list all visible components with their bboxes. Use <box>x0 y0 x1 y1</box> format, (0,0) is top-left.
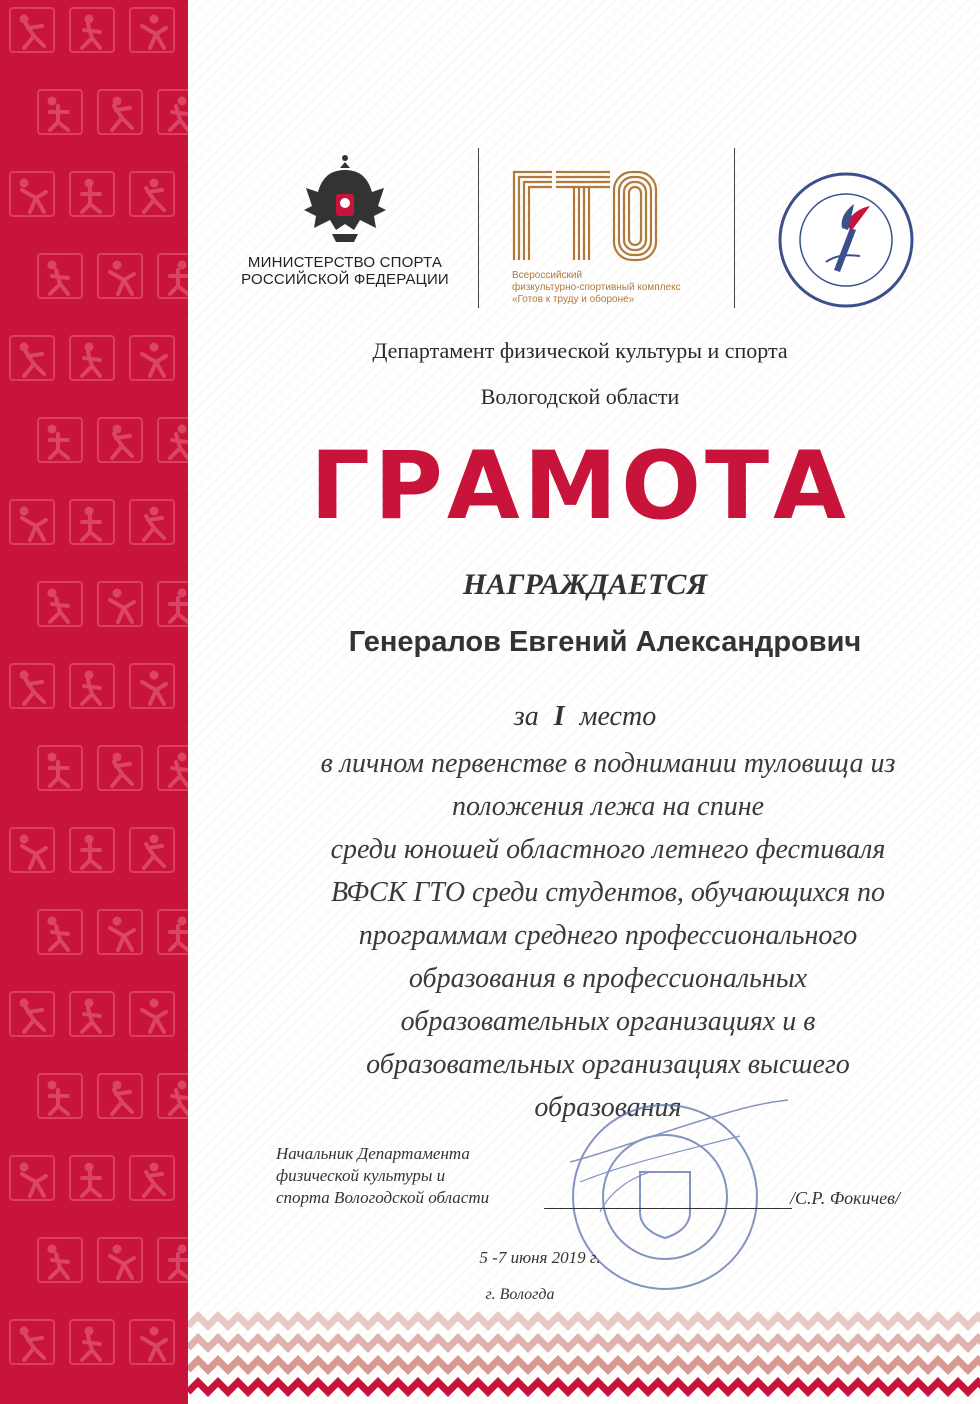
shooting-icon <box>130 992 174 1036</box>
gto-caption-line2: физкультурно-спортивный комплекс <box>512 282 681 293</box>
shooting-icon <box>10 1320 54 1364</box>
bottom-zigzag-ornament <box>188 1306 980 1404</box>
event-date: 5 -7 июня 2019 г. <box>479 1248 601 1267</box>
sport-pictogram-grid <box>0 0 188 1404</box>
weightlifting-icon <box>130 1320 174 1364</box>
zigzag-row <box>188 1338 980 1348</box>
gto-emblem-icon <box>510 168 660 264</box>
swimming-icon <box>158 418 188 462</box>
description-line: образовательных организациях высшего <box>366 1049 850 1080</box>
signatory-title-line3: спорта Вологодской области <box>276 1188 490 1207</box>
ball-throw-icon <box>38 910 82 954</box>
signatory-title-line1: Начальник Департамента <box>276 1144 470 1163</box>
weightlifting-icon <box>10 828 54 872</box>
sprint-icon <box>70 664 114 708</box>
wrestling-icon <box>10 336 54 380</box>
description-line: в личном первенстве в поднимании туловища из <box>320 748 896 779</box>
standing-jump-icon <box>130 1156 174 1200</box>
signatory-name: /С.Р. Фокичев/ <box>790 1188 900 1208</box>
weightlifting-icon <box>10 8 54 52</box>
wrestling-icon <box>130 828 174 872</box>
description-line: образовательных организациях и в <box>400 1006 816 1037</box>
sprint-icon <box>38 1238 82 1282</box>
event-city: г. Вологда <box>485 1286 555 1303</box>
skiing-icon <box>10 172 54 216</box>
swimming-icon <box>70 992 114 1036</box>
standing-jump-icon <box>10 664 54 708</box>
pushup-icon <box>158 746 188 790</box>
ministry-logo <box>240 148 450 308</box>
swimming-icon <box>158 1238 188 1282</box>
description-line: образования <box>534 1092 682 1123</box>
shooting-icon <box>98 746 142 790</box>
department-name-line2: Вологодской области <box>480 384 680 409</box>
logo-divider <box>478 148 479 308</box>
signatory-title <box>276 1143 546 1209</box>
department-name-line1: Департамент физической культуры и спорта <box>372 338 788 363</box>
running-icon <box>158 1074 188 1118</box>
skiing-icon <box>98 1238 142 1282</box>
department-emblem-icon <box>776 170 916 310</box>
coat-of-arms-icon <box>300 148 390 248</box>
pushup-icon <box>70 500 114 544</box>
weightlifting-icon <box>98 254 142 298</box>
wrestling-icon <box>10 1156 54 1200</box>
skiing-icon <box>10 992 54 1036</box>
department-round-logo <box>776 170 916 310</box>
skiing-icon <box>130 664 174 708</box>
place-prefix: за <box>513 701 539 732</box>
awarded-label: НАГРАЖДАЕТСЯ <box>462 568 708 601</box>
pushup-icon <box>38 1074 82 1118</box>
running-icon <box>70 828 114 872</box>
place-line <box>240 701 930 733</box>
sprint-icon <box>158 90 188 134</box>
decorative-sport-band <box>0 0 188 1404</box>
standing-jump-icon <box>98 90 142 134</box>
description-line: образования в профессиональных <box>408 963 808 994</box>
gto-caption-line3: «Готов к труду и обороне» <box>512 294 635 305</box>
sprint-icon <box>158 910 188 954</box>
swimming-icon <box>70 172 114 216</box>
pushup-icon <box>70 1320 114 1364</box>
ball-throw-icon <box>70 336 114 380</box>
standing-jump-icon <box>130 336 174 380</box>
weightlifting-icon <box>98 1074 142 1118</box>
shooting-icon <box>10 500 54 544</box>
logo-divider <box>734 148 735 308</box>
ball-throw-icon <box>70 1156 114 1200</box>
description-line: среди юношей областного летнего фестиваля <box>330 834 886 865</box>
ball-throw-icon <box>158 582 188 626</box>
ball-throw-icon <box>38 90 82 134</box>
signatory-title-line2: физической культуры и <box>276 1166 446 1185</box>
pushup-icon <box>38 254 82 298</box>
official-stamp <box>540 1092 790 1302</box>
swimming-icon <box>38 746 82 790</box>
gto-caption-line1: Всероссийский <box>512 270 583 281</box>
wrestling-icon <box>98 582 142 626</box>
running-icon <box>38 582 82 626</box>
weightlifting-icon <box>130 500 174 544</box>
ministry-name-line2: РОССИЙСКОЙ ФЕДЕРАЦИИ <box>241 271 449 288</box>
standing-jump-icon <box>98 910 142 954</box>
sprint-icon <box>38 418 82 462</box>
running-icon <box>70 8 114 52</box>
zigzag-row <box>188 1382 980 1392</box>
signature-line <box>544 1208 792 1209</box>
ministry-name-line1: МИНИСТЕРСТВО СПОРТА <box>247 254 443 271</box>
stamp-seal-icon <box>540 1092 790 1302</box>
zigzag-row <box>188 1360 980 1370</box>
description-line: положения лежа на спине <box>451 791 765 822</box>
place-suffix: место <box>579 701 657 732</box>
gto-logo <box>510 168 730 318</box>
description-line: ВФСК ГТО среди студентов, обучающихся по <box>330 877 886 908</box>
award-description <box>248 742 968 1129</box>
description-line: программам среднего профессионального <box>358 920 858 951</box>
certificate-title: ГРАМОТА <box>310 432 850 541</box>
wrestling-icon <box>130 8 174 52</box>
running-icon <box>158 254 188 298</box>
skiing-icon <box>98 418 142 462</box>
recipient-name: Генералов Евгений Александрович <box>348 626 862 658</box>
zigzag-row <box>188 1316 980 1326</box>
gto-caption <box>512 270 732 306</box>
place-number: I <box>553 701 565 732</box>
shooting-icon <box>130 172 174 216</box>
